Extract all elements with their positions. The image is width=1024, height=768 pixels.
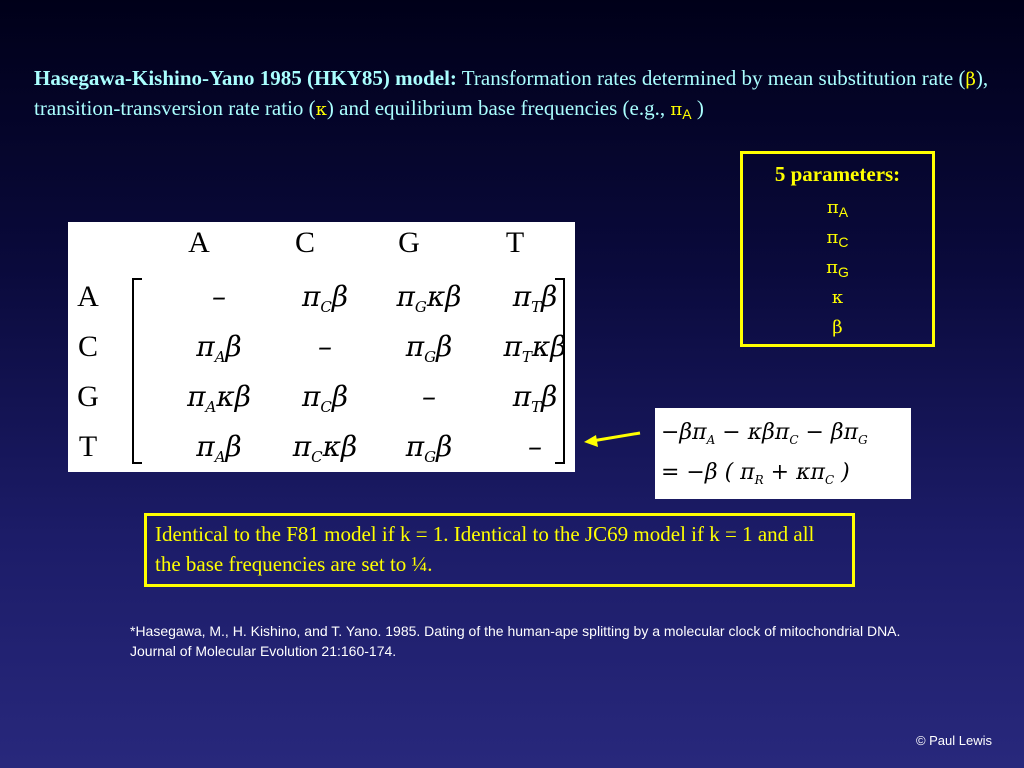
parameters-box xyxy=(740,151,935,347)
param-subscript: C xyxy=(838,234,849,250)
matrix-column-label: G xyxy=(398,226,420,259)
param-item xyxy=(743,191,932,221)
matrix-row-label: A xyxy=(77,280,99,313)
matrix-cell: $\pi_T\beta$ xyxy=(512,280,558,316)
rate-matrix xyxy=(68,222,575,472)
matrix-column-label: A xyxy=(188,226,210,259)
beta-symbol: β xyxy=(965,69,976,90)
matrix-cell: $\pi_G\kappa\beta$ xyxy=(396,280,462,316)
param-symbol: π xyxy=(826,227,839,248)
equation-term: ) xyxy=(834,460,850,485)
matrix-cell: $\pi_T\beta$ xyxy=(512,380,558,416)
matrix-cell: – xyxy=(422,380,436,413)
param-subscript: A xyxy=(838,204,849,220)
equation-subscript: A xyxy=(706,433,716,447)
param-symbol: κ xyxy=(831,287,844,308)
equation-term: − βπ xyxy=(798,420,859,445)
equation-subscript: R xyxy=(754,473,764,487)
param-symbol: π xyxy=(826,197,839,218)
citation: *Hasegawa, M., H. Kishino, and T. Yano. 1985. Dating of the human-ape splitting by a molecular clock of mitochondrial DNA. Journal of Molecular Evolution 21:160-174. xyxy=(130,623,901,659)
matrix-cell: $\pi_G\beta$ xyxy=(405,430,453,466)
param-subscript: G xyxy=(837,264,849,280)
matrix-cell: – xyxy=(212,280,226,313)
matrix-column-label: C xyxy=(294,226,315,259)
equation-subscript: G xyxy=(858,433,868,447)
model-title: Hasegawa-Kishino-Yano 1985 (HKY85) model: xyxy=(34,66,457,90)
param-symbol: π xyxy=(826,257,838,278)
matrix-cell: $\pi_G\beta$ xyxy=(405,330,453,366)
slide-heading xyxy=(34,64,994,125)
param-item xyxy=(743,251,932,281)
arrow-left-icon xyxy=(580,425,642,449)
note-box xyxy=(144,513,855,587)
parameters-title: 5 parameters: xyxy=(774,162,901,186)
matrix-row-label: T xyxy=(78,430,98,463)
equation-line-1 xyxy=(661,420,868,445)
equation-subscript: C xyxy=(824,473,835,487)
diagonal-equation-box xyxy=(655,408,911,499)
heading-text-4: ) xyxy=(691,96,704,120)
matrix-cell: $\pi_T\kappa\beta$ xyxy=(503,330,567,366)
copyright: © Paul Lewis xyxy=(915,733,992,748)
matrix-row-label: C xyxy=(77,330,98,363)
matrix-row-label: G xyxy=(77,380,99,413)
matrix-cell: $\pi_A\beta$ xyxy=(196,330,242,366)
pi-subscript: A xyxy=(682,106,692,122)
matrix-column-label: T xyxy=(505,226,525,259)
heading-text-3: ) and equilibrium base frequencies (e.g., xyxy=(326,96,671,120)
param-item xyxy=(743,311,932,341)
equation-line-2 xyxy=(661,460,850,485)
equation-subscript: C xyxy=(789,433,799,447)
param-item xyxy=(743,221,932,251)
matrix-cell: $\pi_C\kappa\beta$ xyxy=(292,430,358,466)
matrix-cell: – xyxy=(528,430,542,463)
param-symbol: β xyxy=(832,317,843,338)
matrix-cell: $\pi_A\beta$ xyxy=(196,430,242,466)
equation-term: − κβπ xyxy=(715,420,790,445)
matrix-cell: $\pi_C\beta$ xyxy=(301,380,349,416)
matrix-cell: $\pi_C\beta$ xyxy=(301,280,349,316)
equation-term: = −β ( π xyxy=(661,460,755,485)
equation-term: + κπ xyxy=(763,460,825,485)
kappa-symbol: κ xyxy=(315,99,327,120)
equation-term: −βπ xyxy=(661,420,707,445)
matrix-cell: – xyxy=(318,330,332,363)
matrix-cell: $\pi_A\kappa\beta$ xyxy=(187,380,251,416)
heading-text-2: ), transition-transversion rate ratio ( xyxy=(34,66,989,120)
param-item xyxy=(743,281,932,311)
heading-text-1: Transformation rates determined by mean substitution rate ( xyxy=(456,66,966,90)
note-text: Identical to the F81 model if k = 1. Identical to the JC69 model if k = 1 and all the base frequencies are set to ¼. xyxy=(155,522,815,576)
pi-symbol: π xyxy=(670,99,683,120)
matrix-left-bracket xyxy=(132,278,142,464)
